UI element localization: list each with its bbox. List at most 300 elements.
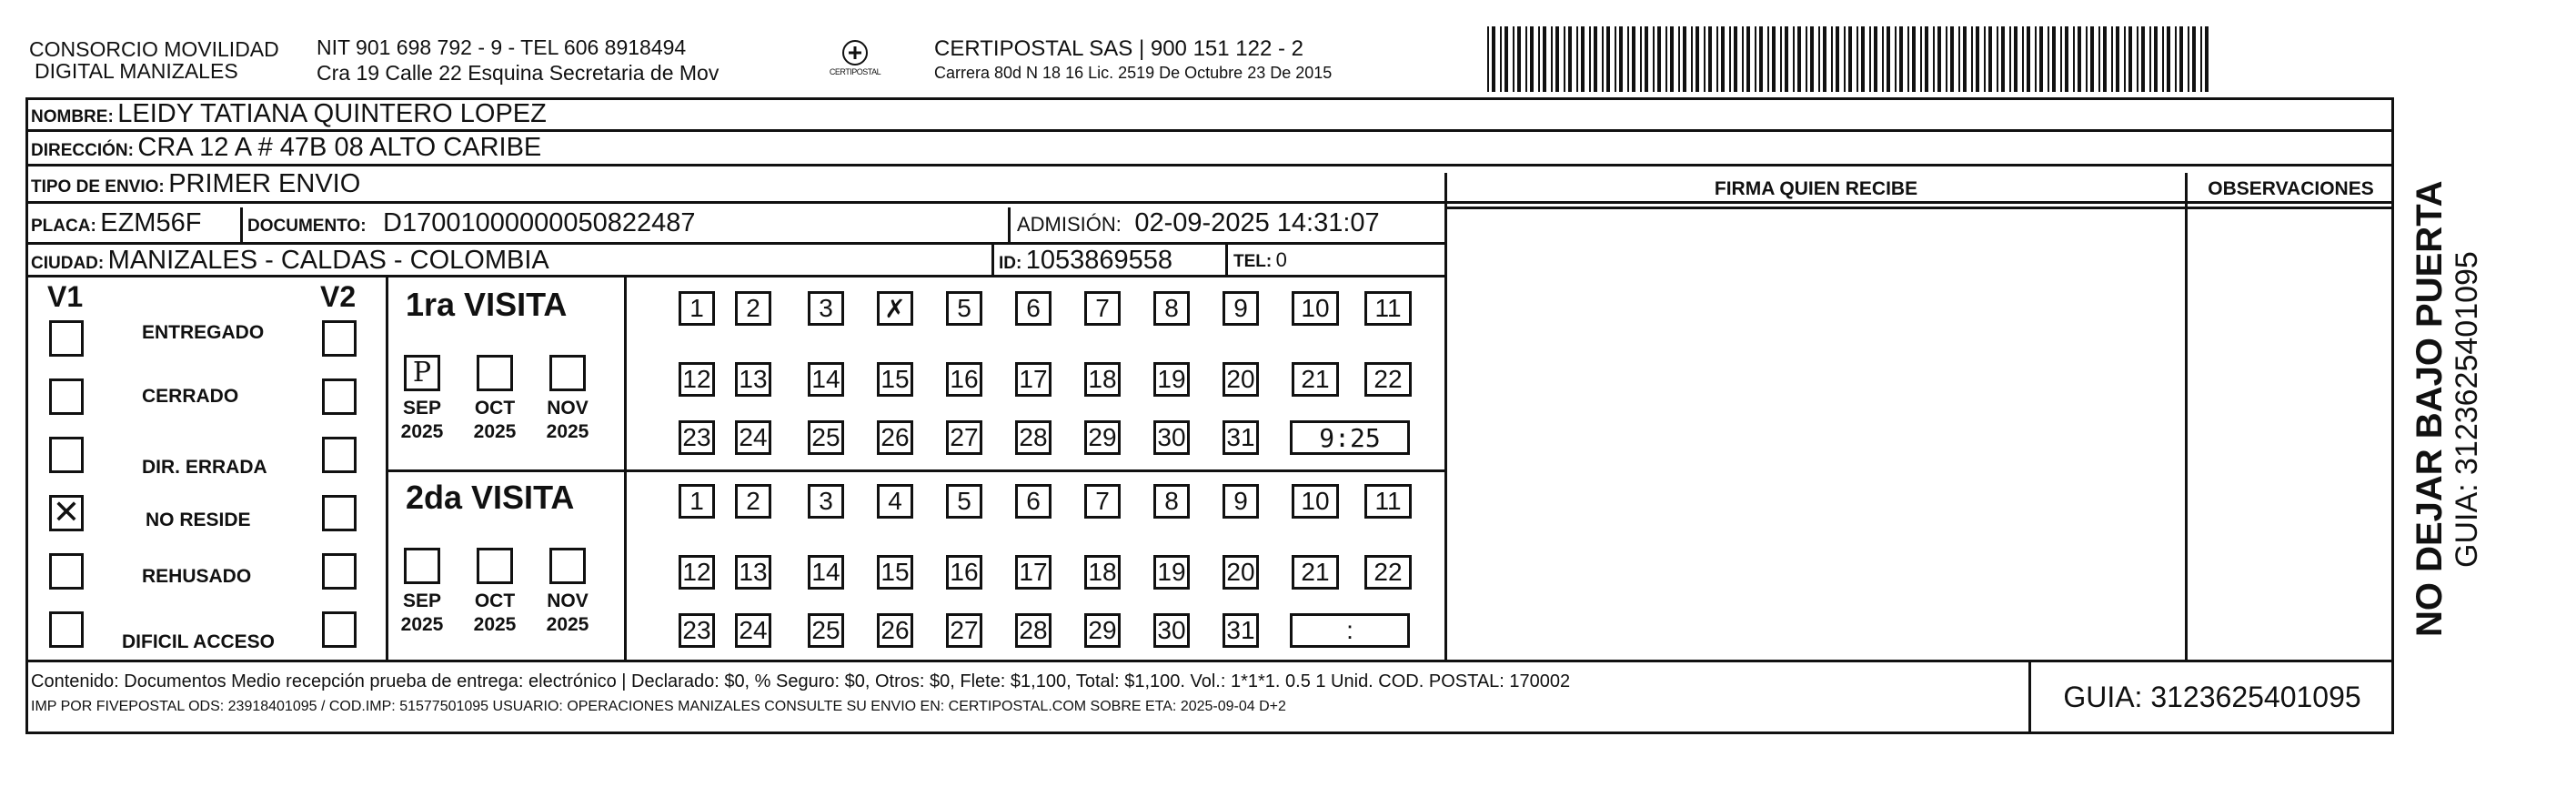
day-checkbox[interactable] bbox=[1015, 420, 1052, 455]
day-number: 9 bbox=[1233, 487, 1248, 515]
barcode-bar bbox=[1721, 26, 1725, 92]
day-number: 19 bbox=[1157, 365, 1186, 393]
v2-checkbox[interactable] bbox=[322, 437, 357, 473]
side-guia: GUIA: 3123625401095 bbox=[2450, 251, 2484, 568]
tel-value: 0 bbox=[1275, 248, 1287, 271]
barcode-bar bbox=[1997, 26, 1998, 92]
barcode-bar bbox=[1653, 26, 1655, 92]
ciudad-field bbox=[31, 244, 549, 281]
day-checkbox[interactable] bbox=[735, 420, 771, 455]
organization-name-line2: DIGITAL MANIZALES bbox=[35, 59, 238, 83]
month-checkbox[interactable] bbox=[477, 355, 513, 391]
day-checkbox[interactable] bbox=[1084, 613, 1121, 648]
visit-2-title: 2da VISITA bbox=[406, 479, 575, 516]
barcode-bar bbox=[1576, 26, 1578, 92]
day-number: 23 bbox=[682, 423, 711, 451]
barcode-bar bbox=[1704, 26, 1706, 92]
month-checkbox[interactable] bbox=[404, 548, 440, 584]
day-checkbox[interactable] bbox=[808, 420, 844, 455]
day-checkbox[interactable] bbox=[679, 362, 715, 397]
day-number: 7 bbox=[1095, 487, 1110, 515]
day-check-mark: ✗ bbox=[884, 293, 906, 324]
barcode-bar bbox=[1538, 26, 1540, 92]
day-checkbox[interactable] bbox=[735, 484, 771, 519]
day-checkbox[interactable] bbox=[877, 555, 913, 590]
day-checkbox[interactable] bbox=[735, 362, 771, 397]
day-checkbox[interactable] bbox=[946, 291, 982, 326]
day-number: 31 bbox=[1226, 423, 1255, 451]
day-number: 10 bbox=[1301, 487, 1330, 515]
barcode-bar bbox=[1874, 26, 1877, 92]
day-checkbox[interactable] bbox=[1364, 362, 1412, 397]
barcode-bar bbox=[1793, 26, 1795, 92]
month-label: OCT bbox=[474, 398, 516, 419]
barcode-bar bbox=[1696, 26, 1699, 92]
day-number: 14 bbox=[811, 558, 840, 586]
day-checkbox[interactable] bbox=[679, 613, 715, 648]
day-number: 2 bbox=[746, 487, 760, 515]
barcode-bar bbox=[2098, 26, 2100, 92]
day-checkbox[interactable] bbox=[1153, 484, 1190, 519]
month-checkbox[interactable] bbox=[404, 355, 440, 391]
barcode-bar bbox=[2116, 26, 2119, 92]
barcode-bar bbox=[1818, 26, 1820, 92]
barcode-bar bbox=[1504, 26, 1508, 92]
month-check-mark: P bbox=[412, 357, 432, 388]
barcode-bar bbox=[1716, 26, 1718, 92]
day-number: 12 bbox=[682, 365, 711, 393]
barcode-bar bbox=[1691, 26, 1693, 92]
tipo-envio-row bbox=[31, 166, 360, 206]
barcode-bar bbox=[1806, 26, 1807, 92]
day-checkbox[interactable] bbox=[1153, 420, 1190, 455]
day-number: 25 bbox=[811, 423, 840, 451]
barcode-bar bbox=[1568, 26, 1572, 92]
barcode-bar bbox=[1683, 26, 1686, 92]
v2-column-label: V2 bbox=[320, 280, 357, 313]
placa-value: EZM56F bbox=[100, 208, 202, 237]
day-checkbox[interactable] bbox=[877, 291, 913, 326]
v2-checkbox[interactable] bbox=[322, 320, 357, 357]
barcode-bar bbox=[1759, 26, 1763, 92]
year-label: 2025 bbox=[400, 421, 444, 442]
barcode-bar bbox=[1645, 26, 1648, 92]
nombre-value: LEIDY TATIANA QUINTERO LOPEZ bbox=[117, 99, 547, 128]
day-checkbox[interactable] bbox=[679, 420, 715, 455]
status-label: CERRADO bbox=[142, 386, 239, 407]
day-checkbox[interactable] bbox=[1223, 420, 1259, 455]
day-checkbox[interactable] bbox=[1015, 613, 1052, 648]
barcode-bar bbox=[2039, 26, 2043, 92]
address-line: Cra 19 Calle 22 Esquina Secretaria de Mov bbox=[317, 61, 719, 85]
day-number: 11 bbox=[1374, 487, 1402, 515]
day-number: 22 bbox=[1374, 558, 1403, 586]
month-checkbox[interactable] bbox=[477, 548, 513, 584]
day-number: 13 bbox=[739, 365, 768, 393]
side-warning: NO DEJAR BAJO PUERTA bbox=[2410, 180, 2450, 637]
barcode-bar bbox=[1933, 26, 1935, 92]
direccion-value: CRA 12 A # 47B 08 ALTO CARIBE bbox=[137, 133, 542, 162]
admision-value: 02-09-2025 14:31:07 bbox=[1134, 208, 1380, 237]
day-number: 30 bbox=[1157, 423, 1186, 451]
day-number: 8 bbox=[1164, 294, 1179, 322]
day-checkbox[interactable] bbox=[679, 291, 715, 326]
barcode-bar bbox=[2014, 26, 2018, 92]
month-checkbox[interactable] bbox=[549, 355, 586, 391]
day-checkbox[interactable] bbox=[1084, 420, 1121, 455]
day-checkbox[interactable] bbox=[1153, 613, 1190, 648]
day-checkbox[interactable] bbox=[877, 420, 913, 455]
barcode-bar bbox=[1755, 26, 1756, 92]
barcode-bar bbox=[2060, 26, 2062, 92]
barcode-bar bbox=[1920, 26, 1922, 92]
day-checkbox[interactable] bbox=[735, 613, 771, 648]
barcode-bar bbox=[1950, 26, 1954, 92]
day-number: 17 bbox=[1019, 558, 1048, 586]
footer-contents-line: Contenido: Documentos Medio recepción prueba de entrega: electrónico | Declarado: $0, % Seguro: $0, Otros: $0, Flete: $1,100, Total: $1,100. Vol.: 1*1*1. 0.5 1 Unid. COD. POSTAL: 170002 bbox=[31, 671, 1571, 691]
day-checkbox[interactable] bbox=[1223, 484, 1259, 519]
month-label: OCT bbox=[474, 590, 516, 611]
v1-checkbox[interactable] bbox=[49, 553, 84, 590]
barcode-bar bbox=[1772, 26, 1776, 92]
year-label: 2025 bbox=[473, 421, 517, 442]
day-number: 24 bbox=[739, 423, 768, 451]
barcode-bar bbox=[1530, 26, 1534, 92]
documento-field bbox=[247, 204, 696, 247]
barcode-bar bbox=[1971, 26, 1973, 92]
visit-time-field[interactable] bbox=[1290, 420, 1410, 455]
day-number: 4 bbox=[888, 487, 902, 515]
day-checkbox[interactable] bbox=[1292, 555, 1339, 590]
barcode-bar bbox=[1925, 26, 1928, 92]
day-checkbox[interactable] bbox=[946, 613, 982, 648]
day-checkbox[interactable] bbox=[1084, 362, 1121, 397]
day-number: 31 bbox=[1226, 616, 1255, 644]
firma-header: FIRMA QUIEN RECIBE bbox=[1714, 178, 1918, 199]
month-label: SEP bbox=[402, 590, 442, 611]
day-number: 16 bbox=[950, 558, 979, 586]
courier-license-line: Carrera 80d N 18 16 Lic. 2519 De Octubre 23 De 2015 bbox=[934, 64, 1333, 82]
barcode-bar bbox=[2162, 26, 2164, 92]
barcode-bar bbox=[1500, 26, 1502, 92]
barcode-bar bbox=[1937, 26, 1941, 92]
v1-checkbox[interactable] bbox=[49, 437, 84, 473]
day-number: 20 bbox=[1226, 365, 1255, 393]
day-number: 26 bbox=[880, 423, 910, 451]
status-label: DIFICIL ACCESO bbox=[122, 631, 276, 652]
status-label: REHUSADO bbox=[142, 566, 252, 587]
day-number: 2 bbox=[746, 294, 760, 322]
tel-label: TEL: bbox=[1233, 252, 1273, 271]
barcode-bar bbox=[2103, 26, 2107, 92]
day-checkbox[interactable] bbox=[1364, 291, 1412, 326]
v1-checkbox[interactable] bbox=[49, 378, 84, 415]
day-checkbox[interactable] bbox=[1015, 484, 1052, 519]
barcode-bar bbox=[1810, 26, 1814, 92]
year-label: 2025 bbox=[546, 614, 589, 635]
logo-caption: CERTIPOSTAL bbox=[829, 67, 881, 76]
barcode-bar bbox=[1657, 26, 1661, 92]
barcode-bar bbox=[1907, 26, 1909, 92]
barcode-bar bbox=[1513, 26, 1514, 92]
id-value: 1053869558 bbox=[1025, 246, 1173, 275]
year-label: 2025 bbox=[400, 614, 444, 635]
v2-checkbox[interactable] bbox=[322, 611, 357, 648]
barcode-bar bbox=[1615, 26, 1616, 92]
day-checkbox[interactable] bbox=[946, 555, 982, 590]
footer-print-line: IMP POR FIVEPOSTAL ODS: 23918401095 / COD.IMP: 51577501095 USUARIO: OPERACIONES MANIZALES CONSULTE SU ENVIO EN: CERTIPOSTAL.COM SOBRE ETA: 2025-09-04 D+2 bbox=[31, 699, 1286, 714]
day-number: 27 bbox=[950, 423, 979, 451]
day-number: 22 bbox=[1374, 365, 1403, 393]
barcode-bar bbox=[1882, 26, 1884, 92]
barcode-bar bbox=[1487, 26, 1489, 92]
day-checkbox[interactable] bbox=[679, 484, 715, 519]
barcode-bar bbox=[1594, 26, 1597, 92]
barcode-bar bbox=[1958, 26, 1960, 92]
barcode-bar bbox=[1734, 26, 1737, 92]
barcode-bar bbox=[1640, 26, 1642, 92]
admision-label: ADMISIÓN: bbox=[1017, 213, 1122, 236]
tipo-envio-label: TIPO DE ENVIO: bbox=[31, 177, 165, 197]
barcode-bar bbox=[1606, 26, 1610, 92]
tipo-envio-value: PRIMER ENVIO bbox=[168, 169, 361, 198]
barcode-bar bbox=[1976, 26, 1979, 92]
day-checkbox[interactable] bbox=[808, 484, 844, 519]
day-checkbox[interactable] bbox=[808, 362, 844, 397]
barcode-bar bbox=[2027, 26, 2030, 92]
barcode-bar bbox=[2154, 26, 2158, 92]
v1-checkbox[interactable] bbox=[49, 611, 84, 648]
visit-time-field[interactable] bbox=[1290, 613, 1410, 648]
barcode-bar bbox=[1861, 26, 1865, 92]
day-number: 11 bbox=[1374, 294, 1402, 322]
day-number: 27 bbox=[950, 616, 979, 644]
day-number: 8 bbox=[1164, 487, 1179, 515]
day-number: 3 bbox=[819, 294, 833, 322]
tel-field bbox=[1233, 244, 1287, 279]
status-label: DIR. ERRADA bbox=[142, 457, 267, 478]
visit-time-value: : bbox=[1346, 616, 1353, 644]
courier-name-line: CERTIPOSTAL SAS | 900 151 122 - 2 bbox=[934, 36, 1303, 61]
day-checkbox[interactable] bbox=[877, 613, 913, 648]
day-checkbox[interactable] bbox=[1084, 291, 1121, 326]
day-checkbox[interactable] bbox=[1084, 555, 1121, 590]
ciudad-value: MANIZALES - CALDAS - COLOMBIA bbox=[107, 246, 549, 275]
day-number: 18 bbox=[1088, 365, 1117, 393]
day-number: 3 bbox=[819, 487, 833, 515]
barcode-bar bbox=[1543, 26, 1546, 92]
v1-column-label: V1 bbox=[47, 280, 84, 313]
observations-area[interactable] bbox=[2190, 211, 2392, 657]
barcode-bar bbox=[2188, 26, 2189, 92]
signature-area[interactable] bbox=[1450, 211, 2181, 657]
barcode-bar bbox=[1678, 26, 1680, 92]
month-label: NOV bbox=[547, 398, 589, 419]
barcode-bar bbox=[1729, 26, 1731, 92]
barcode-bar bbox=[1785, 26, 1788, 92]
day-checkbox[interactable] bbox=[1015, 362, 1052, 397]
v1-check-mark: ✕ bbox=[52, 494, 81, 531]
day-checkbox[interactable] bbox=[735, 555, 771, 590]
barcode-bar bbox=[2048, 26, 2049, 92]
day-number: 28 bbox=[1019, 423, 1048, 451]
year-label: 2025 bbox=[546, 421, 589, 442]
ciudad-label: CIUDAD: bbox=[31, 254, 105, 273]
day-checkbox[interactable] bbox=[679, 555, 715, 590]
barcode-bar bbox=[2065, 26, 2068, 92]
day-checkbox[interactable] bbox=[946, 420, 982, 455]
barcode-bar bbox=[2149, 26, 2151, 92]
day-checkbox[interactable] bbox=[1292, 362, 1339, 397]
barcode-bar bbox=[2090, 26, 2094, 92]
nit-line: NIT 901 698 792 - 9 - TEL 606 8918494 bbox=[317, 35, 687, 59]
barcode-bar bbox=[1895, 26, 1897, 92]
month-checkbox[interactable] bbox=[549, 548, 586, 584]
day-number: 23 bbox=[682, 616, 711, 644]
barcode-bar bbox=[1746, 26, 1750, 92]
barcode-bar bbox=[1564, 26, 1565, 92]
day-checkbox[interactable] bbox=[1292, 291, 1339, 326]
footer-guia: GUIA: 3123625401095 bbox=[2063, 681, 2361, 713]
day-checkbox[interactable] bbox=[808, 555, 844, 590]
day-checkbox[interactable] bbox=[1153, 291, 1190, 326]
barcode-bar bbox=[2111, 26, 2113, 92]
barcode-bar bbox=[1887, 26, 1890, 92]
day-checkbox[interactable] bbox=[946, 484, 982, 519]
barcode-bar bbox=[1492, 26, 1495, 92]
barcode-bar bbox=[2175, 26, 2177, 92]
barcode-bar bbox=[1780, 26, 1782, 92]
day-checkbox[interactable] bbox=[1015, 291, 1052, 326]
barcode-bar bbox=[1742, 26, 1744, 92]
day-checkbox[interactable] bbox=[1364, 555, 1412, 590]
observaciones-header: OBSERVACIONES bbox=[2208, 178, 2374, 199]
barcode-bar bbox=[1555, 26, 1559, 92]
day-checkbox[interactable] bbox=[1223, 291, 1259, 326]
nombre-row bbox=[31, 97, 547, 135]
day-number: 16 bbox=[950, 365, 979, 393]
day-number: 13 bbox=[739, 558, 768, 586]
barcode-bar bbox=[1767, 26, 1769, 92]
barcode-bar bbox=[2073, 26, 2075, 92]
day-checkbox[interactable] bbox=[735, 291, 771, 326]
day-checkbox[interactable] bbox=[1223, 362, 1259, 397]
barcode-bar bbox=[1602, 26, 1604, 92]
barcode-bar bbox=[1869, 26, 1871, 92]
barcode-bar bbox=[1525, 26, 1527, 92]
day-checkbox[interactable] bbox=[808, 613, 844, 648]
barcode-bar bbox=[1946, 26, 1947, 92]
visit-1-title: 1ra VISITA bbox=[406, 286, 568, 323]
v2-checkbox[interactable] bbox=[322, 495, 357, 531]
id-label: ID: bbox=[999, 254, 1022, 273]
barcode-bar bbox=[1665, 26, 1667, 92]
day-checkbox[interactable] bbox=[1153, 362, 1190, 397]
barcode bbox=[1487, 26, 2215, 92]
day-number: 12 bbox=[682, 558, 711, 586]
barcode-bar bbox=[1831, 26, 1833, 92]
barcode-bar bbox=[2022, 26, 2024, 92]
day-checkbox[interactable] bbox=[1364, 484, 1412, 519]
barcode-bar bbox=[1857, 26, 1858, 92]
status-label: ENTREGADO bbox=[142, 322, 265, 343]
day-checkbox[interactable] bbox=[1223, 613, 1259, 648]
barcode-bar bbox=[1899, 26, 1903, 92]
day-number: 21 bbox=[1301, 558, 1330, 586]
barcode-bar bbox=[1670, 26, 1674, 92]
day-checkbox[interactable] bbox=[1153, 555, 1190, 590]
day-number: 15 bbox=[880, 558, 910, 586]
day-number: 30 bbox=[1157, 616, 1186, 644]
organization-name-line1: CONSORCIO MOVILIDAD bbox=[29, 37, 279, 61]
barcode-bar bbox=[1823, 26, 1826, 92]
v2-checkbox[interactable] bbox=[322, 553, 357, 590]
barcode-bar bbox=[1836, 26, 1839, 92]
day-number: 1 bbox=[689, 487, 704, 515]
v1-checkbox[interactable] bbox=[49, 320, 84, 357]
day-number: 6 bbox=[1026, 487, 1041, 515]
day-number: 15 bbox=[880, 365, 910, 393]
day-checkbox[interactable] bbox=[1223, 555, 1259, 590]
day-number: 1 bbox=[689, 294, 704, 322]
day-number: 20 bbox=[1226, 558, 1255, 586]
status-label: NO RESIDE bbox=[146, 510, 251, 530]
v1-checkbox[interactable] bbox=[49, 495, 84, 531]
barcode-bar bbox=[1797, 26, 1801, 92]
barcode-bar bbox=[2124, 26, 2126, 92]
v2-checkbox[interactable] bbox=[322, 378, 357, 415]
documento-value: D17001000000050822487 bbox=[383, 208, 696, 237]
barcode-bar bbox=[1517, 26, 1521, 92]
placa-field bbox=[31, 204, 201, 247]
day-checkbox[interactable] bbox=[808, 291, 844, 326]
day-checkbox[interactable] bbox=[1015, 555, 1052, 590]
day-number: 24 bbox=[739, 616, 768, 644]
certipostal-logo bbox=[819, 35, 891, 89]
day-number: 9 bbox=[1233, 294, 1248, 322]
day-checkbox[interactable] bbox=[946, 362, 982, 397]
day-number: 14 bbox=[811, 365, 840, 393]
nombre-label: NOMBRE: bbox=[31, 107, 114, 126]
day-number: 28 bbox=[1019, 616, 1048, 644]
documento-label: DOCUMENTO: bbox=[247, 217, 367, 236]
barcode-bar bbox=[1912, 26, 1916, 92]
day-checkbox[interactable] bbox=[877, 484, 913, 519]
month-label: SEP bbox=[402, 398, 442, 419]
barcode-bar bbox=[2086, 26, 2088, 92]
barcode-bar bbox=[2001, 26, 2005, 92]
barcode-bar bbox=[1619, 26, 1623, 92]
barcode-bar bbox=[1632, 26, 1635, 92]
barcode-bar bbox=[1963, 26, 1967, 92]
barcode-bar bbox=[1848, 26, 1852, 92]
barcode-bar bbox=[2035, 26, 2037, 92]
month-label: NOV bbox=[547, 590, 589, 611]
day-number: 18 bbox=[1088, 558, 1117, 586]
day-checkbox[interactable] bbox=[877, 362, 913, 397]
day-checkbox[interactable] bbox=[1292, 484, 1339, 519]
barcode-bar bbox=[1551, 26, 1553, 92]
day-number: 29 bbox=[1088, 616, 1117, 644]
barcode-bar bbox=[1984, 26, 1986, 92]
day-number: 7 bbox=[1095, 294, 1110, 322]
certipostal-logo-icon bbox=[819, 35, 891, 89]
day-number: 19 bbox=[1157, 558, 1186, 586]
direccion-row bbox=[31, 130, 541, 169]
barcode-bar bbox=[1988, 26, 1992, 92]
barcode-bar bbox=[2009, 26, 2011, 92]
day-checkbox[interactable] bbox=[1084, 484, 1121, 519]
